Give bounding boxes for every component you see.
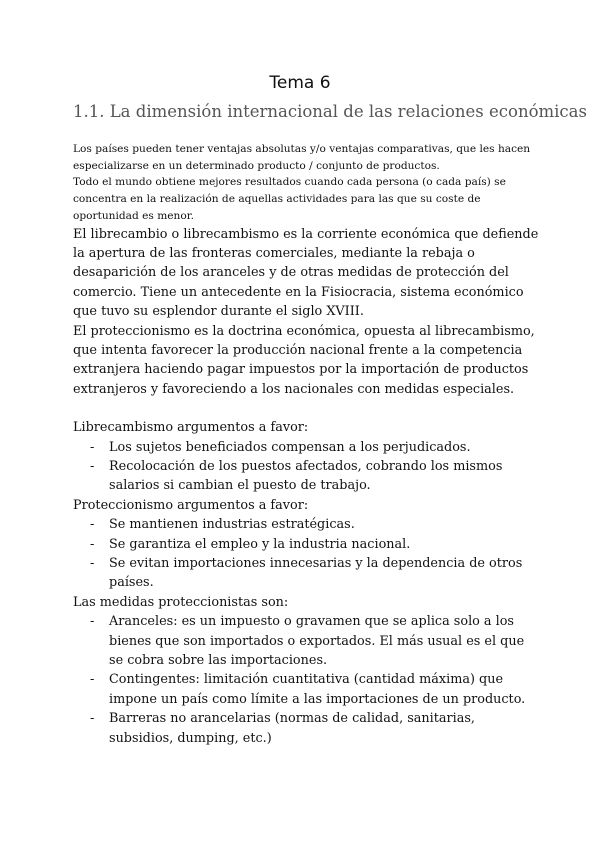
list-item: - Se garantiza el empleo y la industria nacional.: [73, 535, 541, 554]
list-item: - Aranceles: es un impuesto o gravamen que se aplica solo a los bienes que son importados o exportados. El más usual es el que se cobra sobre las importaciones.: [90, 614, 525, 669]
dash-bullet: -: [90, 439, 95, 455]
list-medidas: [73, 612, 541, 748]
list-librecambismo: [73, 438, 541, 496]
list-item: - Recolocación de los puestos afectados, cobrando los mismos salarios si cambian el puesto de trabajo.: [90, 458, 503, 494]
list-item: - Se mantienen industrias estratégicas.: [73, 515, 541, 534]
list-item: - Barreras no arancelarias (normas de calidad, sanitarias, subsidios, dumping, etc.): [90, 711, 475, 746]
paragraph-coste-oportunidad: Todo el mundo obtiene mejores resultados cuando cada persona (o cada país) se concentra en la realización de aquellas actividades para las que su coste de oportunidad es menor.: [73, 176, 506, 222]
list-item: - Se evitan importaciones innecesarias y la dependencia de otros países.: [90, 556, 523, 591]
document-body: [73, 141, 541, 748]
paragraph-proteccionismo: El proteccionismo es la doctrina económica, opuesta al librecambismo, que intenta favorecer la producción nacional frente a la competencia extranjera haciendo pagar impuestos por la importación de productos extranjeros y favoreciendo a los nacionales con medidas especiales.: [73, 323, 535, 397]
dash-bullet: -: [90, 517, 95, 533]
blank-line: [73, 399, 541, 418]
dash-bullet: -: [90, 556, 95, 572]
dash-bullet: -: [90, 536, 95, 552]
dash-bullet: -: [90, 711, 95, 727]
page-title: Tema 6: [269, 73, 331, 93]
list-proteccionismo: [73, 515, 541, 593]
section-heading: 1.1. La dimensión internacional de las relaciones económicas: [73, 102, 587, 121]
list-heading-medidas: Las medidas proteccionistas son:: [73, 594, 289, 610]
list-heading-librecambismo: Librecambismo argumentos a favor:: [73, 420, 309, 436]
list-item: - Contingentes: limitación cuantitativa (cantidad máxima) que impone un país como límite a las importaciones de un producto.: [90, 672, 526, 707]
dash-bullet: -: [90, 614, 95, 630]
list-item: - Los sujetos beneficiados compensan a los perjudicados.: [73, 438, 541, 457]
paragraph-ventajas: Los países pueden tener ventajas absolutas y/o ventajas comparativas, que les hacen especializarse en un determinado producto / conjunto de productos.: [73, 143, 531, 172]
dash-bullet: -: [90, 672, 95, 688]
list-heading-proteccionismo: Proteccionismo argumentos a favor:: [73, 497, 309, 513]
paragraph-librecambio: El librecambio o librecambismo es la corriente económica que defiende la apertura de las fronteras comerciales, mediante la rebaja o desaparición de los aranceles y de otras medidas de protección del comercio. Tiene un antecedente en la Fisiocracia, sistema económico que tuvo su esplendor durante el siglo XVIII.: [73, 226, 539, 320]
dash-bullet: -: [90, 458, 95, 474]
